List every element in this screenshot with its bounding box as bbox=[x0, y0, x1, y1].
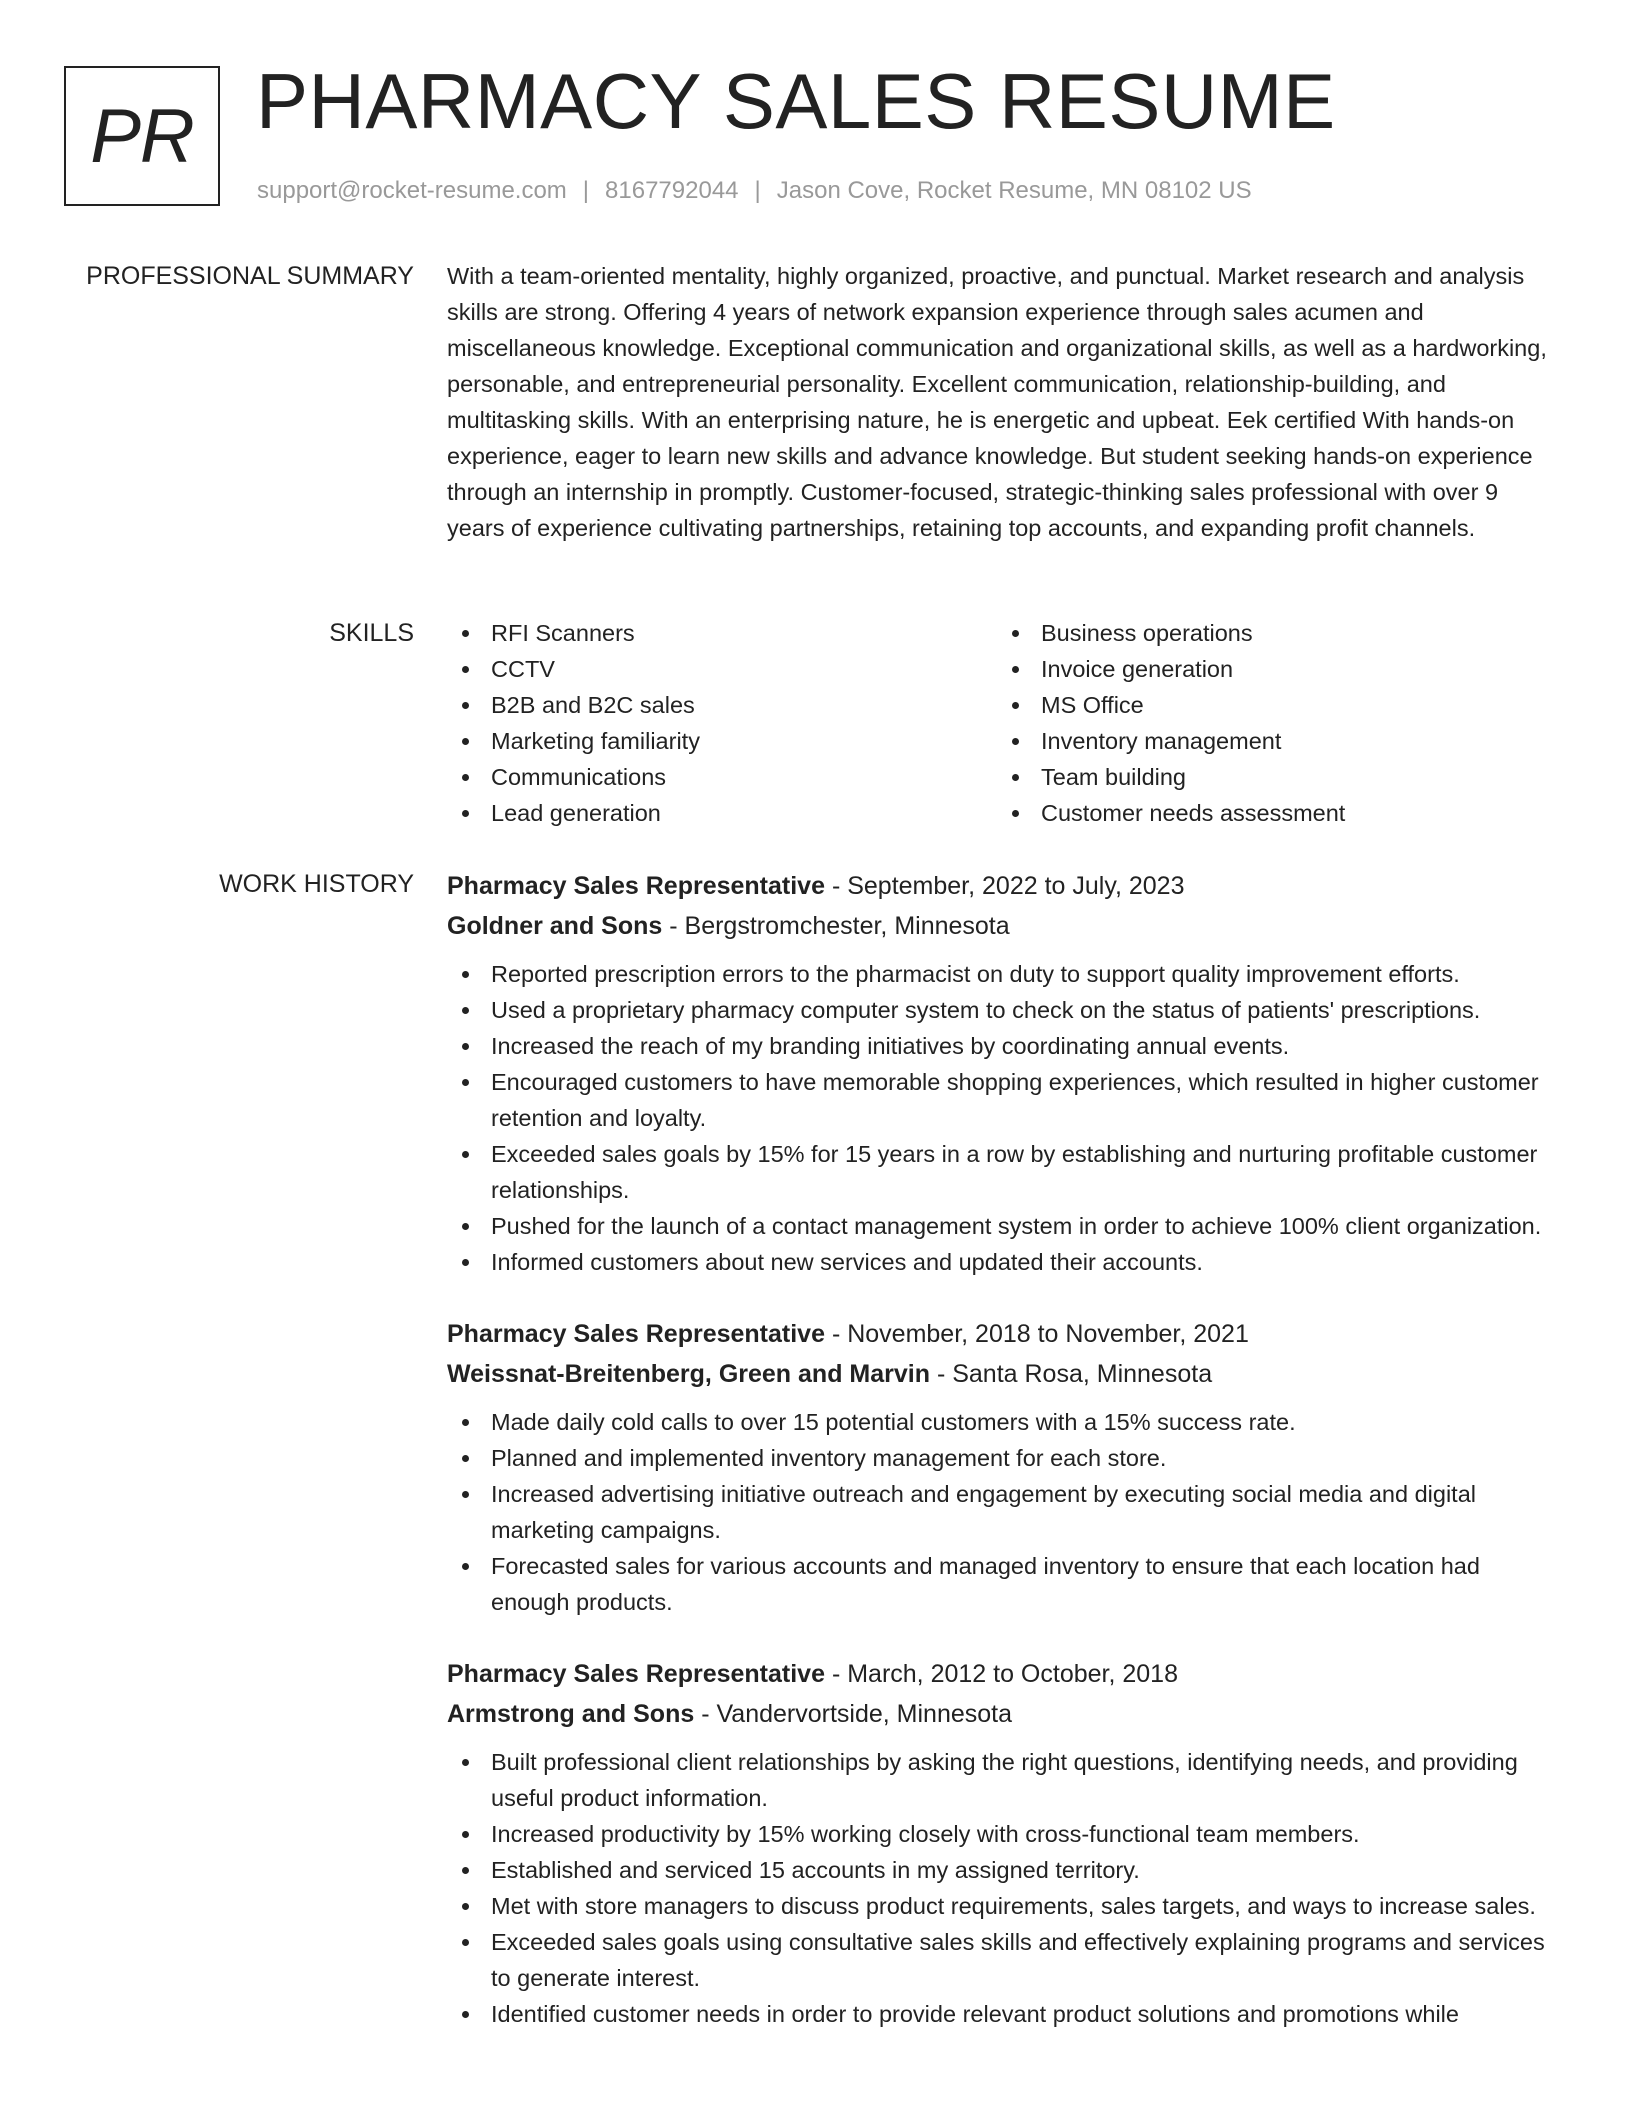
job-location: - Bergstromchester, Minnesota bbox=[662, 912, 1010, 940]
job-bullet: Forecasted sales for various accounts and managed inventory to ensure that each location had enough products. bbox=[447, 1548, 1557, 1620]
job-bullet: Increased the reach of my branding initiatives by coordinating annual events. bbox=[447, 1028, 1557, 1064]
work-history-section bbox=[0, 866, 1632, 2066]
summary-body bbox=[447, 258, 1557, 546]
resume-title: PHARMACY SALES RESUME bbox=[256, 57, 1336, 145]
job-company: Armstrong and Sons bbox=[447, 1700, 695, 1728]
skills-body bbox=[447, 615, 1557, 831]
job-company: Goldner and Sons bbox=[447, 912, 663, 940]
job-bullet: Informed customers about new services and updated their accounts. bbox=[447, 1244, 1557, 1280]
job-role: Pharmacy Sales Representative bbox=[447, 1320, 825, 1348]
job-dates: - September, 2022 to July, 2023 bbox=[825, 872, 1185, 900]
job-role: Pharmacy Sales Representative bbox=[447, 1660, 825, 1688]
skills-column-left bbox=[447, 615, 997, 831]
skill-item: Marketing familiarity bbox=[447, 723, 997, 759]
skill-item: B2B and B2C sales bbox=[447, 687, 997, 723]
job-entry bbox=[447, 1314, 1557, 1620]
skill-item: MS Office bbox=[997, 687, 1547, 723]
contact-separator: | bbox=[754, 177, 761, 204]
section-title-work-history: WORK HISTORY bbox=[219, 870, 414, 898]
job-entry bbox=[447, 1654, 1557, 2032]
skill-item: RFI Scanners bbox=[447, 615, 997, 651]
contact-phone[interactable]: 8167792044 bbox=[605, 177, 739, 204]
section-title-skills: SKILLS bbox=[329, 619, 414, 647]
job-bullets bbox=[447, 1744, 1557, 2032]
job-bullet: Met with store managers to discuss product requirements, sales targets, and ways to increase sales. bbox=[447, 1888, 1557, 1924]
job-bullets bbox=[447, 956, 1557, 1280]
job-bullet: Established and serviced 15 accounts in my assigned territory. bbox=[447, 1852, 1557, 1888]
job-title-line bbox=[447, 866, 1557, 906]
job-title-line bbox=[447, 1654, 1557, 1694]
job-bullet: Exceeded sales goals by 15% for 15 years in a row by establishing and nurturing profitable customer relationships. bbox=[447, 1136, 1557, 1208]
job-entry bbox=[447, 866, 1557, 1280]
skill-item: CCTV bbox=[447, 651, 997, 687]
job-title-line bbox=[447, 1314, 1557, 1354]
summary-text: With a team-oriented mentality, highly organized, proactive, and punctual. Market research and analysis skills are strong. Offering 4 years of network expansion experience through sales acumen and miscellaneous knowledge. Exceptional communication and organizational skills, as well as a hardworking, personable, and entrepreneurial personality. Excellent communication, relationship-building, and multitasking skills. With an enterprising nature, he is energetic and upbeat. Eek certified With hands-on experience, eager to learn new skills and advance knowledge. But student seeking hands-on experience through an internship in promptly. Customer-focused, strategic-thinking sales professional with over 9 years of experience cultivating partnerships, retaining top accounts, and expanding profit channels. bbox=[447, 263, 1547, 541]
contact-address: Jason Cove, Rocket Resume, MN 08102 US bbox=[776, 177, 1252, 204]
job-bullet: Made daily cold calls to over 15 potential customers with a 15% success rate. bbox=[447, 1404, 1557, 1440]
skill-item: Customer needs assessment bbox=[997, 795, 1547, 831]
skill-item: Invoice generation bbox=[997, 651, 1547, 687]
skill-item: Team building bbox=[997, 759, 1547, 795]
job-bullet: Planned and implemented inventory management for each store. bbox=[447, 1440, 1557, 1476]
contact-separator: | bbox=[582, 177, 590, 204]
job-bullet: Increased productivity by 15% working closely with cross-functional team members. bbox=[447, 1816, 1557, 1852]
job-bullet: Used a proprietary pharmacy computer system to check on the status of patients' prescriptions. bbox=[447, 992, 1557, 1028]
skill-item: Business operations bbox=[997, 615, 1547, 651]
job-location: - Vandervortside, Minnesota bbox=[694, 1700, 1012, 1728]
job-dates: - March, 2012 to October, 2018 bbox=[825, 1660, 1178, 1688]
job-company-line bbox=[447, 1694, 1557, 1734]
job-company-line bbox=[447, 906, 1557, 946]
skills-column-right bbox=[997, 615, 1547, 831]
skill-item: Communications bbox=[447, 759, 997, 795]
job-bullet: Increased advertising initiative outreach and engagement by executing social media and digital marketing campaigns. bbox=[447, 1476, 1557, 1548]
section-title-summary: PROFESSIONAL SUMMARY bbox=[86, 262, 414, 290]
monogram-logo: PR bbox=[64, 66, 220, 206]
job-bullet: Exceeded sales goals using consultative sales skills and effectively explaining programs and services to generate interest. bbox=[447, 1924, 1557, 1996]
job-dates: - November, 2018 to November, 2021 bbox=[825, 1320, 1249, 1348]
job-role: Pharmacy Sales Representative bbox=[447, 872, 825, 900]
job-location: - Santa Rosa, Minnesota bbox=[930, 1360, 1213, 1388]
job-bullet: Encouraged customers to have memorable shopping experiences, which resulted in higher customer retention and loyalty. bbox=[447, 1064, 1557, 1136]
job-bullet: Reported prescription errors to the pharmacist on duty to support quality improvement efforts. bbox=[447, 956, 1557, 992]
job-company-line bbox=[447, 1354, 1557, 1394]
job-company: Weissnat-Breitenberg, Green and Marvin bbox=[447, 1360, 930, 1388]
job-bullets bbox=[447, 1404, 1557, 1620]
job-bullet: Identified customer needs in order to provide relevant product solutions and promotions while bbox=[447, 1996, 1557, 2032]
contact-line bbox=[257, 176, 1252, 206]
job-bullet: Built professional client relationships by asking the right questions, identifying needs, and providing useful product information. bbox=[447, 1744, 1557, 1816]
job-bullet: Pushed for the launch of a contact management system in order to achieve 100% client organization. bbox=[447, 1208, 1557, 1244]
work-history-body bbox=[447, 866, 1557, 2066]
skills-section bbox=[0, 615, 1632, 831]
skill-item: Lead generation bbox=[447, 795, 997, 831]
skill-item: Inventory management bbox=[997, 723, 1547, 759]
contact-email[interactable]: support@rocket-resume.com bbox=[257, 177, 567, 204]
skills-grid bbox=[447, 615, 1557, 831]
summary-section bbox=[0, 258, 1632, 546]
